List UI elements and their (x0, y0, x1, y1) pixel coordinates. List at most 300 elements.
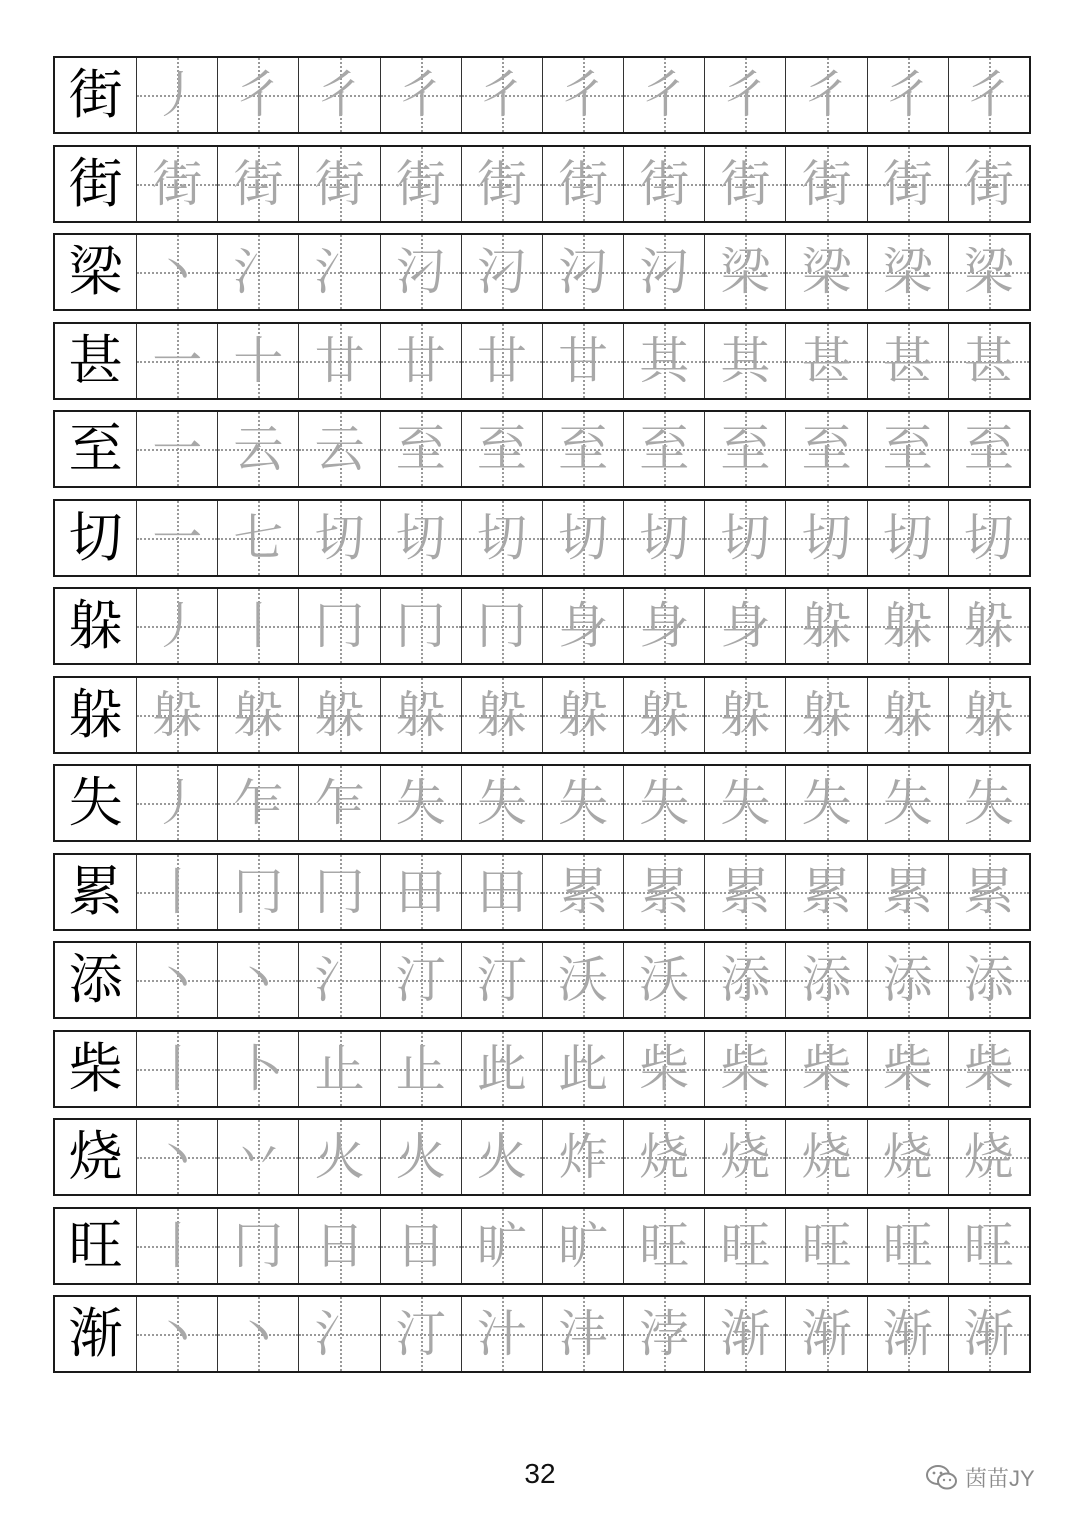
trace-cell (298, 943, 379, 1017)
stroke-step: 丨 (152, 1216, 203, 1275)
trace-cell (217, 589, 298, 663)
trace-cell (948, 324, 1029, 398)
trace-cell (217, 1120, 298, 1194)
trace-cell (704, 589, 785, 663)
trace-cell (298, 235, 379, 309)
page-number: 32 (524, 1458, 556, 1489)
stroke-step: 失 (801, 774, 852, 832)
trace-cell (623, 678, 704, 752)
trace-cell (623, 766, 704, 840)
trace-cell (542, 943, 623, 1017)
stroke-step: 彳 (882, 66, 933, 124)
trace-cell (867, 766, 948, 840)
trace-cell (298, 589, 379, 663)
trace-cell (867, 589, 948, 663)
stroke-step: 氵 (314, 243, 365, 301)
trace-cell (136, 766, 217, 840)
trace-cell (867, 235, 948, 309)
stroke-step: 冂 (233, 1216, 284, 1275)
trace-cell (867, 943, 948, 1017)
trace-cell (136, 855, 217, 929)
stroke-step: 氵 (314, 951, 365, 1009)
stroke-step: 其 (720, 331, 771, 390)
stroke-step: 添 (801, 951, 852, 1009)
trace-cell (867, 1209, 948, 1283)
trace-cell (948, 943, 1029, 1017)
trace-cell (461, 235, 542, 309)
stroke-step: 柴 (801, 1039, 852, 1098)
stroke-step: 其 (639, 331, 690, 390)
trace-cell (948, 766, 1029, 840)
trace-cell (461, 855, 542, 929)
model-character: 切 (68, 505, 123, 569)
grid-row (53, 1295, 1031, 1373)
trace-cell (461, 1032, 542, 1106)
stroke-step: 失 (558, 774, 609, 832)
model-character: 街 (68, 151, 123, 215)
stroke-step: 渐 (801, 1305, 852, 1363)
stroke-step: 添 (882, 951, 933, 1009)
trace-cell (380, 943, 461, 1017)
stroke-step: 躲 (882, 597, 933, 655)
trace-cell (623, 147, 704, 221)
trace-cell (704, 412, 785, 486)
stroke-step: 旷 (476, 1216, 527, 1275)
stroke-step: 彳 (963, 66, 1014, 124)
model-character-cell (55, 147, 136, 221)
stroke-step: 梁 (720, 243, 771, 301)
stroke-step: 止 (395, 1039, 446, 1098)
trace-cell (867, 855, 948, 929)
trace-cell (461, 589, 542, 663)
stroke-step: 火 (314, 1128, 365, 1186)
trace-cell (948, 1032, 1029, 1106)
stroke-step: 至 (963, 420, 1014, 478)
trace-cell (948, 678, 1029, 752)
trace-cell (867, 412, 948, 486)
stroke-step: 一 (152, 331, 203, 390)
model-character-cell (55, 58, 136, 132)
trace-cell (785, 501, 866, 575)
trace-cell (217, 501, 298, 575)
trace-cell (380, 324, 461, 398)
stroke-step: 切 (882, 508, 933, 567)
stroke-step: 累 (963, 862, 1014, 921)
stroke-step: 田 (395, 862, 446, 921)
stroke-step: 躲 (639, 685, 690, 744)
trace-cell (542, 235, 623, 309)
trace-cell (542, 1120, 623, 1194)
trace-cell (380, 1120, 461, 1194)
trace-cell (217, 1297, 298, 1371)
grid-row (53, 56, 1031, 134)
trace-cell (704, 501, 785, 575)
trace-cell (785, 855, 866, 929)
grid-row (53, 676, 1031, 754)
trace-cell (298, 1209, 379, 1283)
stroke-step: 汁 (476, 1305, 527, 1363)
stroke-step: 汀 (476, 951, 527, 1009)
stroke-step: 切 (314, 508, 365, 567)
stroke-step: 渐 (720, 1305, 771, 1363)
trace-cell (298, 766, 379, 840)
stroke-step: 躲 (963, 597, 1014, 655)
stroke-step: 街 (476, 154, 527, 213)
stroke-step: 旺 (801, 1216, 852, 1275)
trace-cell (542, 1297, 623, 1371)
trace-cell (704, 324, 785, 398)
stroke-step: 廿 (314, 331, 365, 390)
trace-cell (136, 412, 217, 486)
stroke-step: 失 (720, 774, 771, 832)
stroke-step: 柴 (720, 1039, 771, 1098)
trace-cell (136, 943, 217, 1017)
trace-cell (867, 147, 948, 221)
model-character-cell (55, 589, 136, 663)
trace-cell (380, 855, 461, 929)
trace-cell (785, 58, 866, 132)
stroke-step: 乍 (314, 774, 365, 832)
stroke-step: 彳 (476, 66, 527, 124)
stroke-step: 冂 (476, 597, 527, 655)
model-character-cell (55, 1297, 136, 1371)
trace-cell (542, 766, 623, 840)
stroke-step: 汈 (639, 243, 690, 301)
trace-cell (623, 1297, 704, 1371)
stroke-step: 躲 (720, 685, 771, 744)
trace-cell (298, 501, 379, 575)
trace-cell (542, 412, 623, 486)
trace-cell (785, 943, 866, 1017)
model-character-cell (55, 1209, 136, 1283)
grid-row (53, 1030, 1031, 1108)
grid-row (53, 322, 1031, 400)
stroke-step: 街 (395, 154, 446, 213)
trace-cell (704, 678, 785, 752)
stroke-step: 渐 (882, 1305, 933, 1363)
stroke-step: 躲 (395, 685, 446, 744)
grid-row (53, 941, 1031, 1019)
trace-cell (948, 501, 1029, 575)
trace-cell (136, 58, 217, 132)
trace-cell (785, 1297, 866, 1371)
stroke-step: 日 (395, 1216, 446, 1275)
stroke-step: 丨 (233, 597, 284, 655)
trace-cell (298, 1120, 379, 1194)
model-character: 梁 (68, 240, 123, 303)
stroke-step: 失 (395, 774, 446, 832)
trace-cell (461, 1297, 542, 1371)
trace-cell (785, 1032, 866, 1106)
stroke-step: 烧 (639, 1128, 690, 1186)
stroke-step: 梁 (801, 243, 852, 301)
stroke-step: 失 (476, 774, 527, 832)
trace-cell (380, 678, 461, 752)
model-character: 失 (68, 771, 123, 834)
stroke-step: 田 (476, 862, 527, 921)
trace-cell (461, 147, 542, 221)
stroke-step: 此 (476, 1039, 527, 1098)
model-character: 旺 (68, 1213, 123, 1277)
stroke-step: 身 (720, 597, 771, 655)
stroke-step: 冂 (233, 862, 284, 921)
stroke-step: 切 (558, 508, 609, 567)
trace-cell (298, 147, 379, 221)
trace-cell (948, 412, 1029, 486)
stroke-step: 丶 (233, 1305, 284, 1363)
trace-cell (461, 678, 542, 752)
trace-cell (217, 678, 298, 752)
trace-cell (704, 1120, 785, 1194)
trace-cell (948, 147, 1029, 221)
stroke-step: 乍 (233, 774, 284, 832)
stroke-step: 躲 (152, 685, 203, 744)
trace-cell (461, 766, 542, 840)
trace-cell (217, 412, 298, 486)
stroke-step: 丶 (152, 243, 203, 301)
model-character-cell (55, 943, 136, 1017)
trace-cell (623, 501, 704, 575)
trace-cell (136, 235, 217, 309)
stroke-step: 丷 (233, 1128, 284, 1186)
stroke-step: 失 (963, 774, 1014, 832)
stroke-step: 火 (395, 1128, 446, 1186)
grid-row (53, 499, 1031, 577)
grid-row (53, 853, 1031, 931)
stroke-step: 切 (801, 508, 852, 567)
trace-cell (704, 235, 785, 309)
stroke-step: 切 (395, 508, 446, 567)
stroke-step: 氵 (314, 1305, 365, 1363)
stroke-step: 汈 (558, 243, 609, 301)
stroke-step: 丿 (152, 66, 203, 124)
trace-cell (380, 147, 461, 221)
stroke-step: 旺 (720, 1216, 771, 1275)
stroke-step: 彳 (233, 66, 284, 124)
trace-cell (298, 1297, 379, 1371)
trace-cell (623, 235, 704, 309)
stroke-step: 至 (395, 420, 446, 478)
trace-cell (542, 324, 623, 398)
grid-row (53, 410, 1031, 488)
stroke-step: 至 (639, 420, 690, 478)
trace-cell (380, 1032, 461, 1106)
trace-cell (217, 1209, 298, 1283)
trace-cell (217, 58, 298, 132)
trace-cell (136, 147, 217, 221)
trace-cell (136, 324, 217, 398)
trace-cell (785, 147, 866, 221)
trace-cell (542, 501, 623, 575)
trace-cell (623, 1120, 704, 1194)
stroke-step: 此 (558, 1039, 609, 1098)
trace-cell (380, 1209, 461, 1283)
stroke-step: 廿 (395, 331, 446, 390)
stroke-step: 街 (801, 154, 852, 213)
stroke-step: 躲 (801, 597, 852, 655)
stroke-step: 丶 (152, 1305, 203, 1363)
trace-cell (623, 943, 704, 1017)
watermark-text: 茵苗JY (965, 1466, 1035, 1491)
stroke-step: 至 (476, 420, 527, 478)
model-character-cell (55, 235, 136, 309)
model-character: 累 (68, 859, 123, 923)
stroke-step: 街 (720, 154, 771, 213)
stroke-step: 添 (963, 951, 1014, 1009)
stroke-step: 躲 (963, 685, 1014, 744)
stroke-step: 柴 (639, 1039, 690, 1098)
stroke-step: 冂 (314, 862, 365, 921)
trace-cell (867, 678, 948, 752)
stroke-step: 柴 (882, 1039, 933, 1098)
stroke-step: 至 (558, 420, 609, 478)
trace-cell (217, 147, 298, 221)
stroke-step: 烧 (801, 1128, 852, 1186)
trace-cell (867, 324, 948, 398)
stroke-step: 彳 (395, 66, 446, 124)
model-character-cell (55, 501, 136, 575)
trace-cell (785, 678, 866, 752)
grid-row (53, 1207, 1031, 1285)
trace-cell (461, 324, 542, 398)
stroke-step: 丨 (152, 862, 203, 921)
stroke-step: 沣 (558, 1305, 609, 1363)
trace-cell (298, 1032, 379, 1106)
trace-cell (461, 412, 542, 486)
trace-cell (542, 678, 623, 752)
trace-cell (461, 501, 542, 575)
trace-cell (867, 58, 948, 132)
trace-cell (217, 943, 298, 1017)
stroke-step: 失 (639, 774, 690, 832)
trace-cell (136, 589, 217, 663)
trace-cell (948, 58, 1029, 132)
trace-cell (623, 324, 704, 398)
model-character: 至 (68, 417, 123, 480)
trace-cell (948, 1297, 1029, 1371)
stroke-step: 累 (639, 862, 690, 921)
stroke-step: 冂 (314, 597, 365, 655)
stroke-step: 甚 (882, 331, 933, 390)
trace-cell (542, 58, 623, 132)
stroke-step: 身 (639, 597, 690, 655)
stroke-step: 卜 (233, 1039, 284, 1098)
stroke-step: 一 (152, 420, 203, 478)
stroke-step: 烧 (963, 1128, 1014, 1186)
trace-cell (461, 943, 542, 1017)
stroke-step: 丨 (152, 1039, 203, 1098)
trace-cell (785, 589, 866, 663)
stroke-step: 云 (233, 420, 284, 478)
trace-cell (380, 766, 461, 840)
stroke-step: 日 (314, 1216, 365, 1275)
trace-cell (217, 766, 298, 840)
trace-cell (948, 1120, 1029, 1194)
stroke-step: 至 (882, 420, 933, 478)
trace-cell (136, 1032, 217, 1106)
stroke-step: 丿 (152, 597, 203, 655)
stroke-step: 汈 (395, 243, 446, 301)
model-character-cell (55, 766, 136, 840)
stroke-step: 旷 (558, 1216, 609, 1275)
model-character-cell (55, 324, 136, 398)
stroke-step: 彳 (314, 66, 365, 124)
stroke-step: 切 (720, 508, 771, 567)
stroke-step: 街 (558, 154, 609, 213)
trace-cell (785, 1209, 866, 1283)
stroke-step: 旺 (963, 1216, 1014, 1275)
stroke-step: 彳 (720, 66, 771, 124)
model-character-cell (55, 412, 136, 486)
trace-cell (704, 855, 785, 929)
trace-cell (380, 58, 461, 132)
trace-cell (623, 589, 704, 663)
stroke-step: 彳 (801, 66, 852, 124)
stroke-step: 浡 (639, 1305, 690, 1363)
trace-cell (704, 1032, 785, 1106)
stroke-step: 止 (314, 1039, 365, 1098)
trace-cell (461, 58, 542, 132)
stroke-step: 柴 (963, 1039, 1014, 1098)
model-character: 渐 (68, 1302, 123, 1365)
model-character: 甚 (68, 328, 123, 392)
grid-row (53, 764, 1031, 842)
trace-cell (380, 235, 461, 309)
stroke-step: 身 (558, 597, 609, 655)
trace-cell (623, 412, 704, 486)
grid-row (53, 1118, 1031, 1196)
stroke-step: 汀 (395, 951, 446, 1009)
stroke-step: 至 (720, 420, 771, 478)
trace-cell (867, 1032, 948, 1106)
trace-cell (704, 147, 785, 221)
model-character: 柴 (68, 1036, 123, 1100)
stroke-step: 切 (963, 508, 1014, 567)
stroke-step: 廿 (476, 331, 527, 390)
stroke-step: 氵 (233, 243, 284, 301)
trace-cell (785, 235, 866, 309)
trace-cell (542, 1032, 623, 1106)
trace-cell (623, 58, 704, 132)
trace-cell (217, 855, 298, 929)
stroke-step: 累 (882, 862, 933, 921)
trace-cell (704, 943, 785, 1017)
stroke-step: 梁 (882, 243, 933, 301)
trace-cell (542, 589, 623, 663)
trace-cell (948, 235, 1029, 309)
model-character: 街 (68, 63, 123, 126)
model-character-cell (55, 678, 136, 752)
stroke-step: 切 (476, 508, 527, 567)
stroke-step: 累 (558, 862, 609, 921)
trace-cell (298, 678, 379, 752)
trace-cell (380, 589, 461, 663)
stroke-step: 甚 (801, 331, 852, 390)
trace-cell (542, 855, 623, 929)
trace-cell (948, 855, 1029, 929)
stroke-step: 梁 (963, 243, 1014, 301)
stroke-step: 烧 (720, 1128, 771, 1186)
trace-cell (136, 1209, 217, 1283)
stroke-step: 炸 (558, 1128, 609, 1186)
stroke-step: 丶 (233, 951, 284, 1009)
trace-cell (785, 1120, 866, 1194)
stroke-step: 旺 (882, 1216, 933, 1275)
stroke-step: 丶 (152, 1128, 203, 1186)
trace-cell (867, 1120, 948, 1194)
trace-cell (623, 855, 704, 929)
model-character-cell (55, 1032, 136, 1106)
